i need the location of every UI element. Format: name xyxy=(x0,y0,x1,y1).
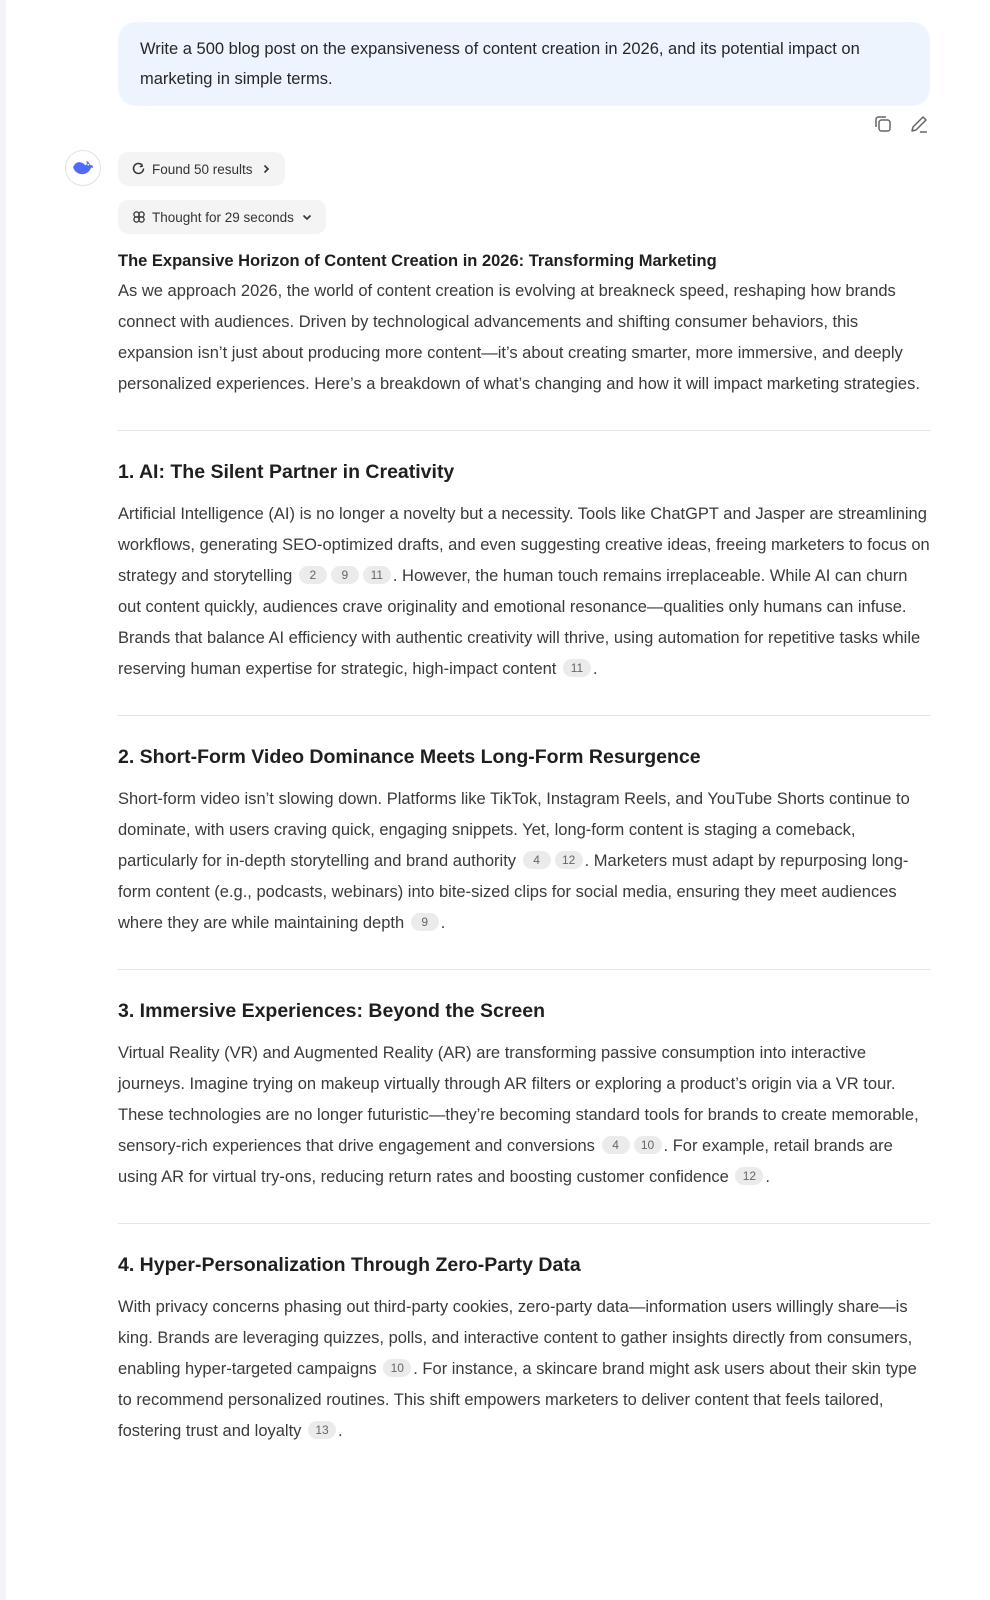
section-text: . However, the human touch remains irreplaceable. While AI can churn out content quickly, audiences crave originality and emotional resonance—qualities only humans can infuse. Brands that balance AI efficiency with authentic creativity will thrive, using automation for repetitive tasks while reserving human expertise for strategic, high-impact content xyxy=(118,567,921,678)
section-heading: 2. Short-Form Video Dominance Meets Long-Form Resurgence xyxy=(118,746,701,768)
section-text: Virtual Reality (VR) and Augmented Reality (AR) are transforming passive consumption into interactive journeys. Imagine trying on makeup virtually through AR filters or exploring a product’s origin via a VR tour. These technologies are no longer futuristic—they’re becoming standard tools for brands to create memorable, sensory-rich experiences that drive engagement and conversions xyxy=(118,1044,919,1155)
section-body xyxy=(118,784,930,939)
user-message-bubble xyxy=(118,22,930,106)
citation-badge[interactable]: 11 xyxy=(363,566,391,584)
assistant-logo-icon xyxy=(70,155,96,181)
thought-duration-label: Thought for 29 seconds xyxy=(152,209,294,225)
section-personalization xyxy=(118,1224,930,1447)
section-body xyxy=(118,1038,930,1193)
section-text: . xyxy=(338,1422,343,1440)
section-text: . xyxy=(592,660,598,678)
section-text: . Marketers must adapt by repurposing long-form content (e.g., podcasts, webinars) into bite-sized clips for social media, ensuring they meet audiences where they are while maintaining depth xyxy=(118,852,909,932)
citation-badge[interactable]: 12 xyxy=(735,1167,763,1185)
section-body xyxy=(118,1292,930,1447)
thought-icon xyxy=(132,210,146,224)
section-text: Short-form video isn’t slowing down. Platforms like TikTok, Instagram Reels, and YouTube Shorts continue to dominate, with users craving quick, engaging snippets. Yet, long-form content is staging a comeback, particularly for in-depth storytelling and brand authority xyxy=(118,790,910,870)
thought-duration-chip[interactable] xyxy=(118,200,326,234)
section-text: Artificial Intelligence (AI) is no longer a novelty but a necessity. Tools like ChatGPT and Jasper are streamlining workflows, generating SEO-optimized drafts, and even suggesting creative ideas, freeing marketers to focus on strategy and storytelling xyxy=(118,505,930,585)
message-actions xyxy=(872,113,930,135)
citation-badge[interactable]: 11 xyxy=(563,659,591,677)
section-text: . For example, retail brands are using AR for virtual try-ons, reducing return rates and boosting customer confidence xyxy=(118,1137,893,1186)
citation-badge[interactable]: 2 xyxy=(299,566,327,584)
chevron-right-icon xyxy=(261,164,271,174)
user-message-text: Write a 500 blog post on the expansiveness of content creation in 2026, and its potential impact on marketing in simple terms. xyxy=(140,40,860,88)
search-icon xyxy=(132,162,146,176)
section-text: With privacy concerns phasing out third-party cookies, zero-party data—information users willingly share—is king. Brands are leveraging quizzes, polls, and interactive content to gather insights directly from consumers, enabling hyper-targeted campaigns xyxy=(118,1298,913,1378)
citation-badge[interactable]: 4 xyxy=(523,851,551,869)
section-video xyxy=(118,716,930,939)
citation-badge[interactable]: 4 xyxy=(602,1136,630,1154)
section-ai xyxy=(118,431,930,685)
citation-badge[interactable]: 10 xyxy=(634,1136,662,1154)
citation-badge[interactable]: 13 xyxy=(308,1421,336,1439)
section-heading: 4. Hyper-Personalization Through Zero-Party Data xyxy=(118,1254,581,1276)
edit-icon[interactable] xyxy=(908,113,930,135)
section-text: . xyxy=(765,1168,771,1186)
search-results-chip[interactable] xyxy=(118,152,285,186)
section-body xyxy=(118,499,930,685)
assistant-avatar xyxy=(65,150,101,186)
citation-badge[interactable]: 12 xyxy=(555,851,583,869)
citation-badge[interactable]: 9 xyxy=(411,913,439,931)
assistant-response xyxy=(118,246,930,1447)
article-intro: As we approach 2026, the world of content creation is evolving at breakneck speed, reshaping how brands connect with audiences. Driven by technological advancements and shifting consumer behaviors, this expansion isn’t just about producing more content—it’s about creating smarter, more immersive, and deeply personalized experiences. Here’s a breakdown of what’s changing and how it will impact marketing strategies. xyxy=(118,282,920,393)
section-text: . For instance, a skincare brand might ask users about their skin type to recommend personalized routines. This shift empowers marketers to deliver content that feels tailored, fostering trust and loyalty xyxy=(118,1360,917,1440)
search-results-label: Found 50 results xyxy=(152,161,253,177)
left-panel-edge xyxy=(0,0,6,1600)
article-title: The Expansive Horizon of Content Creation in 2026: Transforming Marketing xyxy=(118,252,717,270)
chevron-down-icon xyxy=(302,212,312,222)
section-heading: 1. AI: The Silent Partner in Creativity xyxy=(118,461,455,483)
copy-icon[interactable] xyxy=(872,113,894,135)
section-immersive xyxy=(118,970,930,1193)
citation-badge[interactable]: 9 xyxy=(331,566,359,584)
section-heading: 3. Immersive Experiences: Beyond the Screen xyxy=(118,1000,546,1022)
section-text: . xyxy=(440,914,446,932)
citation-badge[interactable]: 10 xyxy=(383,1359,411,1377)
